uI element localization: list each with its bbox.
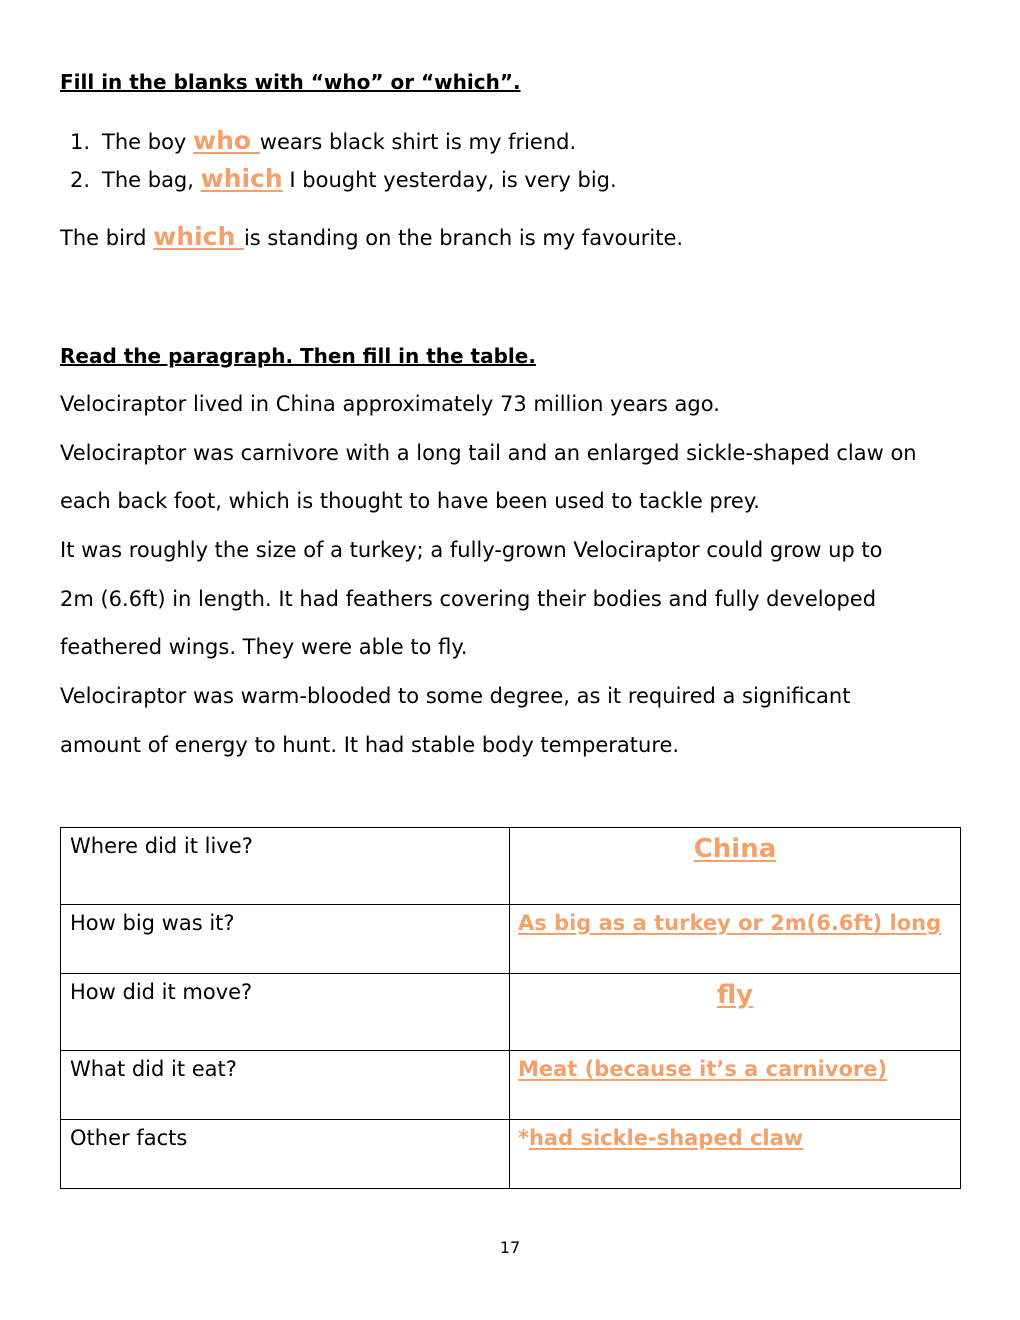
question-cell: How did it move? <box>61 974 510 1051</box>
paragraph-line: Velociraptor was warm-blooded to some degree, as it required a significant <box>60 684 851 708</box>
answer-cell <box>510 1120 961 1189</box>
question-cell: How big was it? <box>61 905 510 974</box>
page-number: 17 <box>499 1238 521 1257</box>
question-cell: Other facts <box>61 1120 510 1189</box>
paragraph-line: amount of energy to hunt. It had stable body temperature. <box>60 733 680 757</box>
table-row <box>61 1051 961 1120</box>
section1-heading: Fill in the blanks with “who” or “which”. <box>60 70 521 94</box>
item-text-after: I bought yesterday, is very big. <box>282 168 617 192</box>
table-row <box>61 905 961 974</box>
answer-cell: As big as a turkey or 2m(6.6ft) long <box>510 905 961 974</box>
item-number: 1. <box>69 130 90 154</box>
paragraph-line: Velociraptor was carnivore with a long tail and an enlarged sickle-shaped claw on <box>60 441 917 465</box>
paragraph-line: each back foot, which is thought to have been used to tackle prey. <box>60 489 760 513</box>
answer-prefix: * <box>518 1126 529 1150</box>
item-text-before: The boy <box>102 130 194 154</box>
question-cell: What did it eat? <box>61 1051 510 1120</box>
section2-heading: Read the paragraph. Then fill in the table. <box>60 344 536 368</box>
blank-item-1 <box>60 126 576 155</box>
answer-cell: fly <box>510 974 961 1051</box>
paragraph-line: 2m (6.6ft) in length. It had feathers covering their bodies and fully developed <box>60 587 877 611</box>
answer-cell: China <box>510 828 961 905</box>
question-cell: Where did it live? <box>61 828 510 905</box>
paragraph-line: Velociraptor lived in China approximately 73 million years ago. <box>60 392 720 416</box>
table-row <box>61 828 961 905</box>
blank-item-2 <box>60 164 617 193</box>
item-text-after: wears black shirt is my friend. <box>259 130 577 154</box>
table-row <box>61 1120 961 1189</box>
item-answer: which <box>200 164 283 193</box>
facts-table <box>60 827 961 1189</box>
answer-text: had sickle-shaped claw <box>528 1126 804 1150</box>
item-answer: who <box>193 126 260 155</box>
blank-item-extra <box>60 222 683 251</box>
answer-cell: Meat (because it’s a carnivore) <box>510 1051 961 1120</box>
item-text-after: is standing on the branch is my favourite. <box>243 226 684 250</box>
paragraph-line: feathered wings. They were able to fly. <box>60 635 468 659</box>
paragraph-line: It was roughly the size of a turkey; a fully-grown Velociraptor could grow up to <box>60 538 883 562</box>
table-row <box>61 974 961 1051</box>
item-text-before: The bird <box>60 226 154 250</box>
item-number: 2. <box>69 168 90 192</box>
item-text-before: The bag, <box>102 168 201 192</box>
item-answer: which <box>153 222 244 251</box>
